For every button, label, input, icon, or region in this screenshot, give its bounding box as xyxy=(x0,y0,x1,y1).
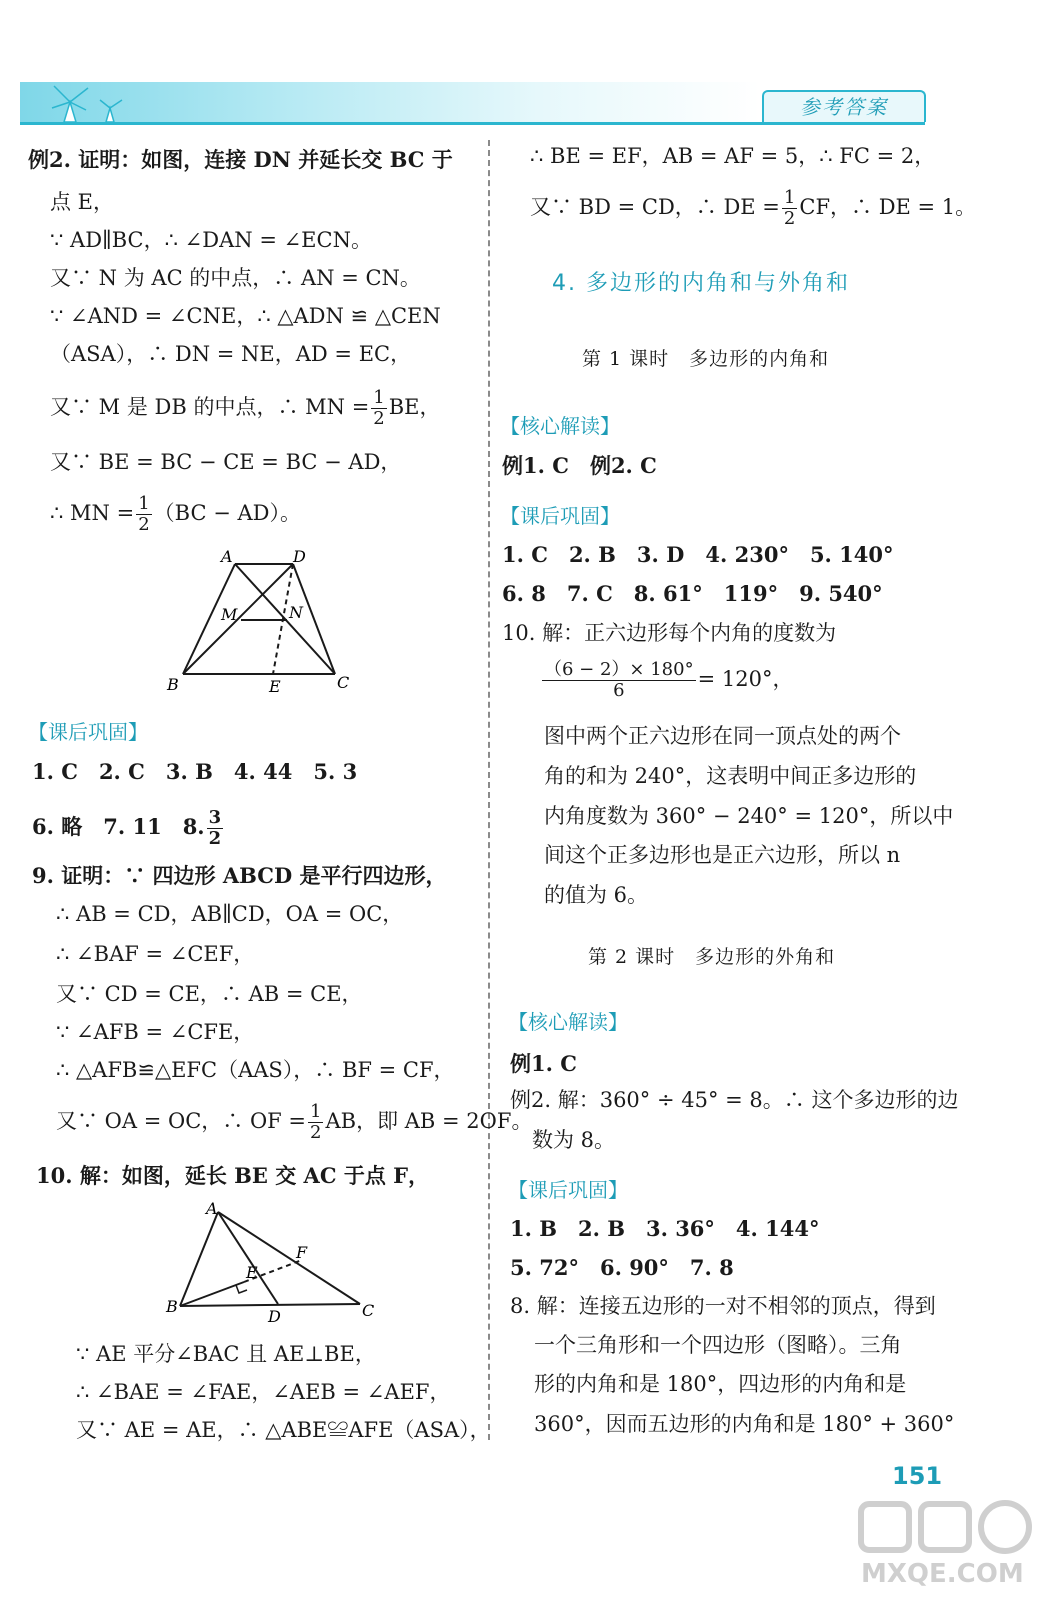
ex2-line-3: ∵ AD∥BC，∴ ∠DAN = ∠ECN。 xyxy=(50,228,372,252)
windmill-icon xyxy=(30,82,170,124)
q10-after-1: ∵ AE 平分∠BAC 且 AE⊥BE， xyxy=(76,1342,376,1366)
q9-line-7: 又∵ OA = OC，∴ OF = $\frac{1}{2}$ AB，即 AB = 2OF。 xyxy=(56,1101,533,1143)
watermark-logo xyxy=(855,1500,1045,1590)
section-core-2: 【核心解读】 xyxy=(508,1010,628,1034)
label-A: A xyxy=(221,548,233,566)
label-C: C xyxy=(362,1301,375,1320)
ex2-line-4: 又∵ N 为 AC 的中点，∴ AN = CN。 xyxy=(50,266,421,290)
ex2-line-6: （ASA），∴ DN = NE，AD = EC， xyxy=(50,342,412,366)
ex2-mn-line: 又∵ M 是 DB 的中点，∴ MN = $\frac{1}{2}$ BE， xyxy=(50,387,441,429)
label-D: D xyxy=(293,548,306,566)
after-2-row-3: 8. 解：连接五边形的一对不相邻的顶点，得到 xyxy=(510,1294,936,1318)
label-F: F xyxy=(296,1243,308,1262)
fraction-half: $\frac{1}{2}$ xyxy=(310,1101,322,1143)
right-top-1: ∴ BE = EF，AB = AF = 5，∴ FC = 2， xyxy=(530,144,936,168)
right-de-line: 又∵ BD = CD，∴ DE = $\frac{1}{2}$ CF，∴ DE = 1。 xyxy=(530,187,977,229)
header-line xyxy=(20,122,925,125)
q9-line-5: ∵ ∠AFB = ∠CFE， xyxy=(56,1020,255,1044)
core-2-ans-3: 数为 8。 xyxy=(532,1128,616,1152)
q9-line-4: 又∵ CD = CE，∴ AB = CE， xyxy=(56,982,363,1006)
core-2-ans-1: 例1. C xyxy=(510,1051,577,1076)
label-N: N xyxy=(289,603,303,622)
core-2-ans-2: 例2. 解：360° ÷ 45° = 8。∴ 这个多边形的边 xyxy=(510,1088,959,1112)
fraction-hexagon: $\frac{(6 - 2)\times 180^\circ}{6}$ xyxy=(544,659,694,701)
q9-line-2: ∴ AB = CD，AB∥CD，OA = OC， xyxy=(56,902,404,926)
q9-line-1: 9. 证明：∵ 四边形 ABCD 是平行四边形， xyxy=(32,863,447,888)
watermark-text: MXQE.COM xyxy=(861,1559,1024,1589)
label-C: C xyxy=(337,673,350,692)
section-after-1: 【课后巩固】 xyxy=(500,504,620,528)
answers-row-1: 1. C 2. C 3. B 4. 44 5. 3 xyxy=(32,759,358,784)
page-number: 151 xyxy=(892,1462,943,1490)
section-4-title: 4. 多边形的内角和与外角和 xyxy=(552,271,850,296)
q9-line-3: ∴ ∠BAF = ∠CEF， xyxy=(56,942,255,966)
q10-after-3: 又∵ AE = AE，∴ △ABE≌AFE（ASA）， xyxy=(76,1418,491,1442)
q10-line-1: 10. 解：如图，延长 BE 交 AC 于点 F， xyxy=(36,1163,430,1188)
ex2-be-line: 又∵ BE = BC − CE = BC − AD， xyxy=(50,450,402,474)
column-divider xyxy=(488,140,490,1440)
header-tab: 参考答案 xyxy=(762,90,926,122)
core-1-answers: 例1. C 例2. C xyxy=(502,453,657,478)
after-2-row-1: 1. B 2. B 3. 36° 4. 144° xyxy=(510,1216,820,1241)
right-q10-rest-4: 间这个正多边形也是正六边形，所以 n xyxy=(544,843,901,867)
label-E: E xyxy=(246,1263,258,1282)
label-D: D xyxy=(268,1307,281,1326)
fraction-half: $\frac{1}{2}$ xyxy=(373,387,385,429)
q10-after-2: ∴ ∠BAE = ∠FAE，∠AEB = ∠AEF， xyxy=(76,1380,451,1404)
after-2-row-6: 360°，因而五边形的内角和是 180° + 360° xyxy=(534,1412,955,1436)
fraction-half: $\frac{1}{2}$ xyxy=(783,187,796,229)
after-2-row-5: 形的内角和是 180°，四边形的内角和是 xyxy=(534,1372,907,1396)
right-q10-rest-5: 的值为 6。 xyxy=(544,883,649,907)
after-1-row-2: 6. 8 7. C 8. 61° 119° 9. 540° xyxy=(502,581,883,606)
label-M: M xyxy=(221,605,238,624)
triangle-figure xyxy=(160,1198,390,1328)
label-A: A xyxy=(206,1199,218,1218)
right-q10-eq: $\frac{(6 - 2)\times 180^\circ}{6}$ = 120°， xyxy=(544,659,794,701)
after-2-row-4: 一个三角形和一个四边形（图略）。三角 xyxy=(534,1333,902,1357)
fraction-three-halves: $\frac{3}{2}$ xyxy=(208,807,222,849)
header-band xyxy=(20,82,760,124)
trapezoid-figure xyxy=(165,548,365,698)
label-E: E xyxy=(269,677,281,696)
right-q10-line-1: 10. 解：正六边形每个内角的度数为 xyxy=(502,621,837,645)
after-2-row-2: 5. 72° 6. 90° 7. 8 xyxy=(510,1255,734,1280)
ex2-line-1: 例2. 证明：如图，连接 DN 并延长交 BC 于 xyxy=(28,147,453,172)
section-after-2: 【课后巩固】 xyxy=(508,1178,628,1202)
label-B: B xyxy=(166,1297,178,1316)
answers-row-2: 6. 略 7. 11 8. $\frac{3}{2}$ xyxy=(32,807,222,849)
ex2-mn2-line: ∴ MN = $\frac{1}{2}$ （BC − AD）。 xyxy=(50,493,301,535)
label-B: B xyxy=(167,675,179,694)
right-q10-rest-2: 角的和为 240°，这表明中间正多边形的 xyxy=(544,764,917,788)
ex2-line-2: 点 E， xyxy=(50,190,115,214)
after-1-row-1: 1. C 2. B 3. D 4. 230° 5. 140° xyxy=(502,542,894,567)
fraction-half: $\frac{1}{2}$ xyxy=(138,493,150,535)
lesson-2-title: 第 2 课时 多边形的外角和 xyxy=(588,946,836,968)
section-core-1: 【核心解读】 xyxy=(500,414,620,438)
ex2-line-5: ∵ ∠AND = ∠CNE，∴ △ADN ≌ △CEN xyxy=(50,304,441,328)
right-q10-rest-1: 图中两个正六边形在同一顶点处的两个 xyxy=(544,724,901,748)
right-q10-rest-3: 内角度数为 360° − 240° = 120°，所以中 xyxy=(544,804,954,828)
lesson-1-title: 第 1 课时 多边形的内角和 xyxy=(582,348,830,370)
section-after-class: 【课后巩固】 xyxy=(28,720,148,744)
q9-line-6: ∴ △AFB≌△EFC（AAS），∴ BF = CF， xyxy=(56,1058,455,1082)
